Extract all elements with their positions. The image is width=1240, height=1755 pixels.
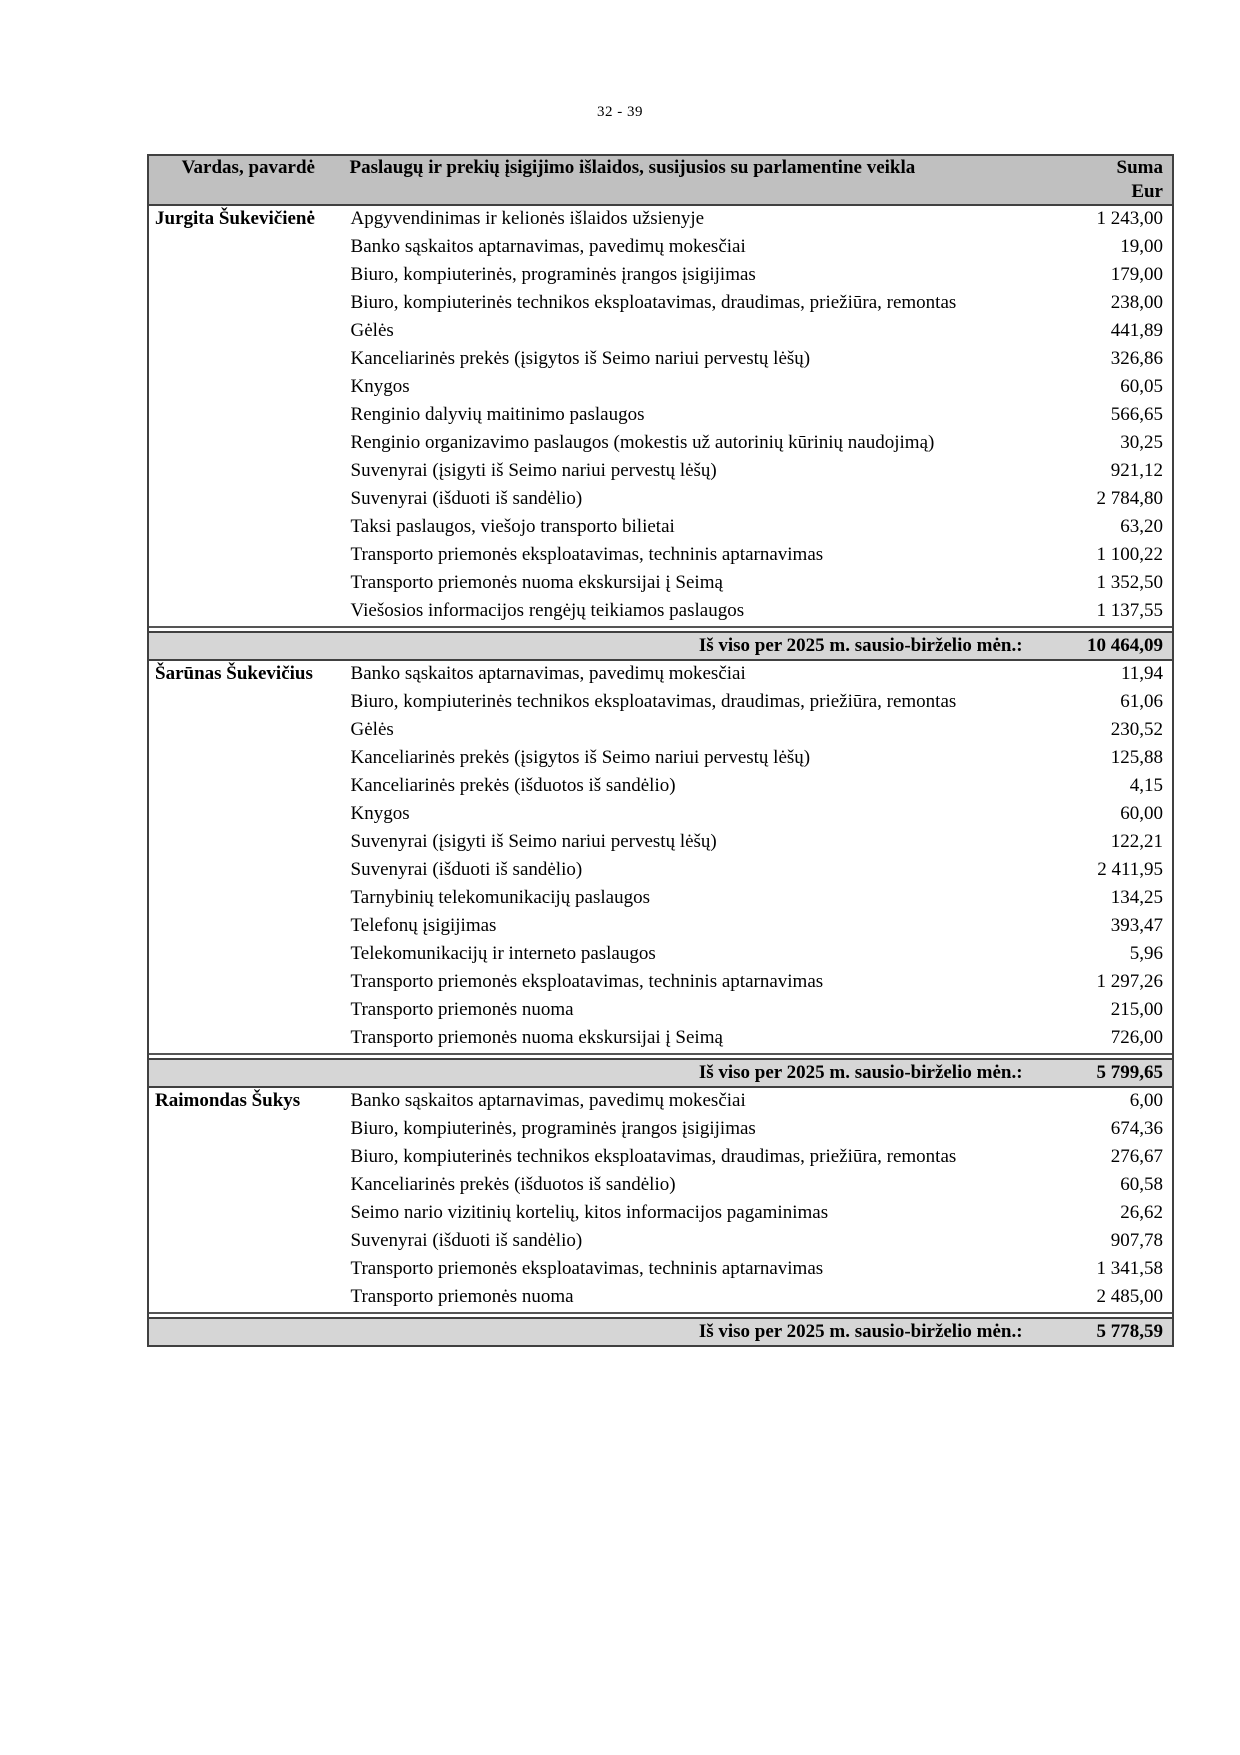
expense-description: Viešosios informacijos rengėjų teikiamos paslaugos xyxy=(350,600,745,621)
expense-sum: 2 411,95 xyxy=(1063,857,1173,885)
expense-description: Biuro, kompiuterinės, programinės įrangos įsigijimas xyxy=(350,264,756,285)
table-row xyxy=(148,1228,1173,1256)
table-row xyxy=(148,374,1173,402)
member-name-empty-cell xyxy=(148,829,348,857)
table-row xyxy=(148,773,1173,801)
expense-sum: 134,25 xyxy=(1063,885,1173,913)
member-name-empty-cell xyxy=(148,885,348,913)
table-row xyxy=(148,941,1173,969)
member-name-empty-cell xyxy=(148,1228,348,1256)
table-header-row xyxy=(148,155,1173,205)
expense-sum: 125,88 xyxy=(1063,745,1173,773)
table-row xyxy=(148,598,1173,627)
expense-description: Knygos xyxy=(350,803,410,824)
expense-description: Taksi paslaugos, viešojo transporto bilietai xyxy=(350,516,675,537)
member-name-empty-cell xyxy=(148,486,348,514)
table-row xyxy=(148,234,1173,262)
member-name-empty-cell xyxy=(148,773,348,801)
table-row xyxy=(148,1116,1173,1144)
member-name-empty-cell xyxy=(148,997,348,1025)
table-row xyxy=(148,857,1173,885)
expense-description: Suvenyrai (įsigyti iš Seimo nariui pervestų lėšų) xyxy=(350,460,717,481)
expense-sum: 276,67 xyxy=(1063,1144,1173,1172)
header-sum xyxy=(1063,155,1173,205)
member-name-empty-cell xyxy=(148,458,348,486)
member-name-empty-cell xyxy=(148,969,348,997)
expense-sum: 26,62 xyxy=(1063,1200,1173,1228)
expense-sum: 2 784,80 xyxy=(1063,486,1173,514)
table-row xyxy=(148,969,1173,997)
expense-sum: 215,00 xyxy=(1063,997,1173,1025)
table-row xyxy=(148,717,1173,745)
expense-sum: 674,36 xyxy=(1063,1116,1173,1144)
member-name-empty-cell xyxy=(148,801,348,829)
expense-sum: 230,52 xyxy=(1063,717,1173,745)
member-name-empty-cell xyxy=(148,234,348,262)
expense-description: Kanceliarinės prekės (įsigytos iš Seimo nariui pervestų lėšų) xyxy=(350,348,811,369)
table-row xyxy=(148,1284,1173,1313)
expense-sum: 4,15 xyxy=(1063,773,1173,801)
table-row xyxy=(148,542,1173,570)
member-name: Jurgita Šukevičienė xyxy=(148,205,348,234)
expense-description: Kanceliarinės prekės (įsigytos iš Seimo nariui pervestų lėšų) xyxy=(350,747,811,768)
table-body xyxy=(148,205,1173,1346)
expense-description: Gėlės xyxy=(350,320,394,341)
expense-sum: 1 352,50 xyxy=(1063,570,1173,598)
member-name-empty-cell xyxy=(148,1025,348,1054)
expense-sum: 61,06 xyxy=(1063,689,1173,717)
expense-description: Telefonų įsigijimas xyxy=(350,915,497,936)
member-name-empty-cell xyxy=(148,402,348,430)
expense-sum: 60,05 xyxy=(1063,374,1173,402)
expense-sum: 60,58 xyxy=(1063,1172,1173,1200)
expense-description: Gėlės xyxy=(350,719,394,740)
expense-description: Banko sąskaitos aptarnavimas, pavedimų mokesčiai xyxy=(348,1087,1063,1116)
expense-description: Banko sąskaitos aptarnavimas, pavedimų mokesčiai xyxy=(350,236,746,257)
expense-description: Biuro, kompiuterinės technikos eksploatavimas, draudimas, priežiūra, remontas xyxy=(350,1146,957,1167)
expense-description: Biuro, kompiuterinės technikos eksploatavimas, draudimas, priežiūra, remontas xyxy=(350,691,957,712)
expense-description: Seimo nario vizitinių kortelių, kitos informacijos pagaminimas xyxy=(350,1202,829,1223)
subtotal-row xyxy=(148,1318,1173,1346)
member-name-empty-cell xyxy=(148,913,348,941)
member-name-empty-cell xyxy=(148,598,348,627)
table-row xyxy=(148,745,1173,773)
member-name-empty-cell xyxy=(148,1256,348,1284)
header-name: Vardas, pavardė xyxy=(148,155,348,205)
expense-description: Transporto priemonės eksploatavimas, techninis aptarnavimas xyxy=(350,544,824,565)
expense-sum: 393,47 xyxy=(1063,913,1173,941)
member-name-empty-cell xyxy=(148,1284,348,1313)
table-row xyxy=(148,1087,1173,1116)
expense-description: Transporto priemonės eksploatavimas, techninis aptarnavimas xyxy=(350,971,824,992)
member-name-empty-cell xyxy=(148,346,348,374)
expense-description: Biuro, kompiuterinės, programinės įrangos įsigijimas xyxy=(350,1118,756,1139)
header-description: Paslaugų ir prekių įsigijimo išlaidos, susijusios su parlamentine veikla xyxy=(348,155,1063,205)
expense-description: Suvenyrai (įsigyti iš Seimo nariui pervestų lėšų) xyxy=(350,831,717,852)
expense-description: Renginio dalyvių maitinimo paslaugos xyxy=(350,404,645,425)
member-name-empty-cell xyxy=(148,514,348,542)
expense-sum: 60,00 xyxy=(1063,801,1173,829)
member-name-empty-cell xyxy=(148,290,348,318)
table-row xyxy=(148,514,1173,542)
expense-description: Telekomunikacijų ir interneto paslaugos xyxy=(350,943,656,964)
table-row xyxy=(148,262,1173,290)
member-name-empty-cell xyxy=(148,374,348,402)
expense-sum: 2 485,00 xyxy=(1063,1284,1173,1313)
subtotal-label: Iš viso per 2025 m. sausio-birželio mėn.: xyxy=(148,632,1063,660)
expense-sum: 1 341,58 xyxy=(1063,1256,1173,1284)
expense-sum: 566,65 xyxy=(1063,402,1173,430)
table-row xyxy=(148,1172,1173,1200)
member-name-empty-cell xyxy=(148,717,348,745)
expense-description: Suvenyrai (išduoti iš sandėlio) xyxy=(350,488,583,509)
table-row xyxy=(148,913,1173,941)
table-row xyxy=(148,402,1173,430)
expense-description: Kanceliarinės prekės (išduotos iš sandėlio) xyxy=(350,1174,676,1195)
member-name: Raimondas Šukys xyxy=(148,1087,348,1116)
table-row xyxy=(148,346,1173,374)
member-name-empty-cell xyxy=(148,570,348,598)
expense-description: Knygos xyxy=(350,376,410,397)
table-row xyxy=(148,997,1173,1025)
expense-sum: 726,00 xyxy=(1063,1025,1173,1054)
expense-description: Transporto priemonės nuoma ekskursijai į Seimą xyxy=(350,1027,723,1048)
expense-description: Transporto priemonės nuoma xyxy=(350,999,574,1020)
expense-sum: 1 243,00 xyxy=(1063,205,1173,234)
expense-description: Suvenyrai (išduoti iš sandėlio) xyxy=(350,1230,583,1251)
expense-sum: 6,00 xyxy=(1063,1087,1173,1116)
expense-sum: 11,94 xyxy=(1063,660,1173,689)
table-row xyxy=(148,318,1173,346)
member-name-empty-cell xyxy=(148,262,348,290)
table-row xyxy=(148,205,1173,234)
expense-description: Kanceliarinės prekės (išduotos iš sandėlio) xyxy=(350,775,676,796)
subtotal-value: 5 778,59 xyxy=(1063,1318,1173,1346)
subtotal-row xyxy=(148,1059,1173,1087)
expense-description: Suvenyrai (išduoti iš sandėlio) xyxy=(350,859,583,880)
expense-sum: 921,12 xyxy=(1063,458,1173,486)
expense-sum: 122,21 xyxy=(1063,829,1173,857)
page-number: 32 - 39 xyxy=(597,104,643,120)
expense-sum: 5,96 xyxy=(1063,941,1173,969)
member-name-empty-cell xyxy=(148,1200,348,1228)
table-row xyxy=(148,1256,1173,1284)
expense-description: Transporto priemonės eksploatavimas, techninis aptarnavimas xyxy=(350,1258,824,1279)
table-row xyxy=(148,290,1173,318)
expense-description: Transporto priemonės nuoma xyxy=(350,1286,574,1307)
expense-description: Biuro, kompiuterinės technikos eksploatavimas, draudimas, priežiūra, remontas xyxy=(350,292,957,313)
expense-sum: 907,78 xyxy=(1063,1228,1173,1256)
expense-sum: 326,86 xyxy=(1063,346,1173,374)
expense-sum: 179,00 xyxy=(1063,262,1173,290)
table-row xyxy=(148,486,1173,514)
header-sum-line1: Suma xyxy=(1116,157,1163,178)
header-sum-line2: Eur xyxy=(1131,181,1163,202)
table-row xyxy=(148,430,1173,458)
expense-sum: 30,25 xyxy=(1063,430,1173,458)
member-name-empty-cell xyxy=(148,857,348,885)
member-name-empty-cell xyxy=(148,941,348,969)
subtotal-row xyxy=(148,632,1173,660)
member-name-empty-cell xyxy=(148,745,348,773)
member-name-empty-cell xyxy=(148,1116,348,1144)
expenses-table xyxy=(147,154,1174,1347)
table-row xyxy=(148,660,1173,689)
table-row xyxy=(148,570,1173,598)
member-name-empty-cell xyxy=(148,689,348,717)
member-name-empty-cell xyxy=(148,1144,348,1172)
member-name: Šarūnas Šukevičius xyxy=(148,660,348,689)
table-row xyxy=(148,1200,1173,1228)
expense-sum: 1 137,55 xyxy=(1063,598,1173,627)
table-row xyxy=(148,829,1173,857)
member-name-empty-cell xyxy=(148,430,348,458)
expense-sum: 441,89 xyxy=(1063,318,1173,346)
expense-description: Transporto priemonės nuoma ekskursijai į Seimą xyxy=(350,572,723,593)
expense-sum: 19,00 xyxy=(1063,234,1173,262)
table-row xyxy=(148,801,1173,829)
subtotal-value: 5 799,65 xyxy=(1063,1059,1173,1087)
expense-sum: 238,00 xyxy=(1063,290,1173,318)
expense-sum: 1 100,22 xyxy=(1063,542,1173,570)
table-row xyxy=(148,1025,1173,1054)
expense-description: Tarnybinių telekomunikacijų paslaugos xyxy=(350,887,650,908)
table-row xyxy=(148,689,1173,717)
member-name-empty-cell xyxy=(148,542,348,570)
subtotal-label: Iš viso per 2025 m. sausio-birželio mėn.: xyxy=(148,1318,1063,1346)
table-row xyxy=(148,885,1173,913)
subtotal-value: 10 464,09 xyxy=(1063,632,1173,660)
member-name-empty-cell xyxy=(148,1172,348,1200)
expense-description: Apgyvendinimas ir kelionės išlaidos užsienyje xyxy=(348,205,1063,234)
expense-sum: 1 297,26 xyxy=(1063,969,1173,997)
table-row xyxy=(148,458,1173,486)
expense-sum: 63,20 xyxy=(1063,514,1173,542)
expense-description: Banko sąskaitos aptarnavimas, pavedimų mokesčiai xyxy=(348,660,1063,689)
member-name-empty-cell xyxy=(148,318,348,346)
expense-description: Renginio organizavimo paslaugos (mokestis už autorinių kūrinių naudojimą) xyxy=(350,432,935,453)
table-row xyxy=(148,1144,1173,1172)
subtotal-label: Iš viso per 2025 m. sausio-birželio mėn.: xyxy=(148,1059,1063,1087)
